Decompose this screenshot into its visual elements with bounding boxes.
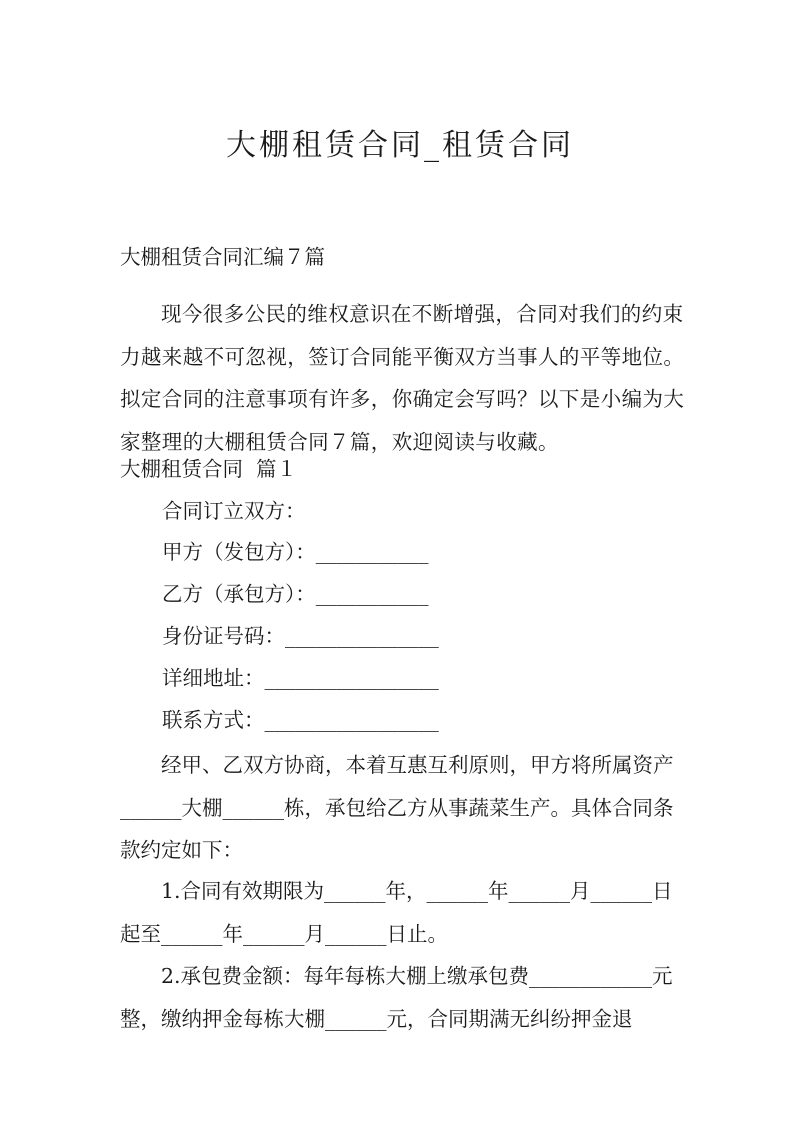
document-subtitle: 大棚租赁合同汇编７篇 bbox=[120, 245, 325, 269]
parties-heading: 合同订立双方： bbox=[162, 499, 306, 523]
document-title: 大棚租赁合同_租赁合同 bbox=[226, 128, 574, 163]
agreement-paragraph: 经甲、乙双方协商，本着互惠互利原则，甲方将所属资产______大棚______栋，承包给乙方从事蔬菜生产。具体合同条款约定如下： bbox=[120, 753, 674, 862]
address-field: 详细地址：_________________ bbox=[162, 666, 439, 690]
id-number-field: 身份证号码：_______________ bbox=[162, 624, 439, 648]
clause-1: 1.合同有效期限为______年，______年______月______日起至______年______月______日止。 bbox=[120, 879, 673, 946]
party-b-field: 乙方（承包方）：___________ bbox=[162, 582, 429, 606]
section-heading: 大棚租赁合同 篇１ bbox=[120, 457, 298, 481]
clause-2: 2.承包费金额：每年每栋大棚上缴承包费____________元整，缴纳押金每栋大棚______元，合同期满无纠纷押金退 bbox=[120, 964, 673, 1031]
contact-field: 联系方式：_________________ bbox=[162, 708, 439, 732]
party-a-field: 甲方（发包方）：___________ bbox=[162, 540, 429, 564]
intro-paragraph: 现今很多公民的维权意识在不断增强，合同对我们的约束力越来越不可忽视，签订合同能平衡双方当事人的平等地位。拟定合同的注意事项有许多，你确定会写吗？以下是小编为大家整理的大棚租赁合同７篇，欢迎阅读与收藏。 bbox=[120, 302, 685, 454]
